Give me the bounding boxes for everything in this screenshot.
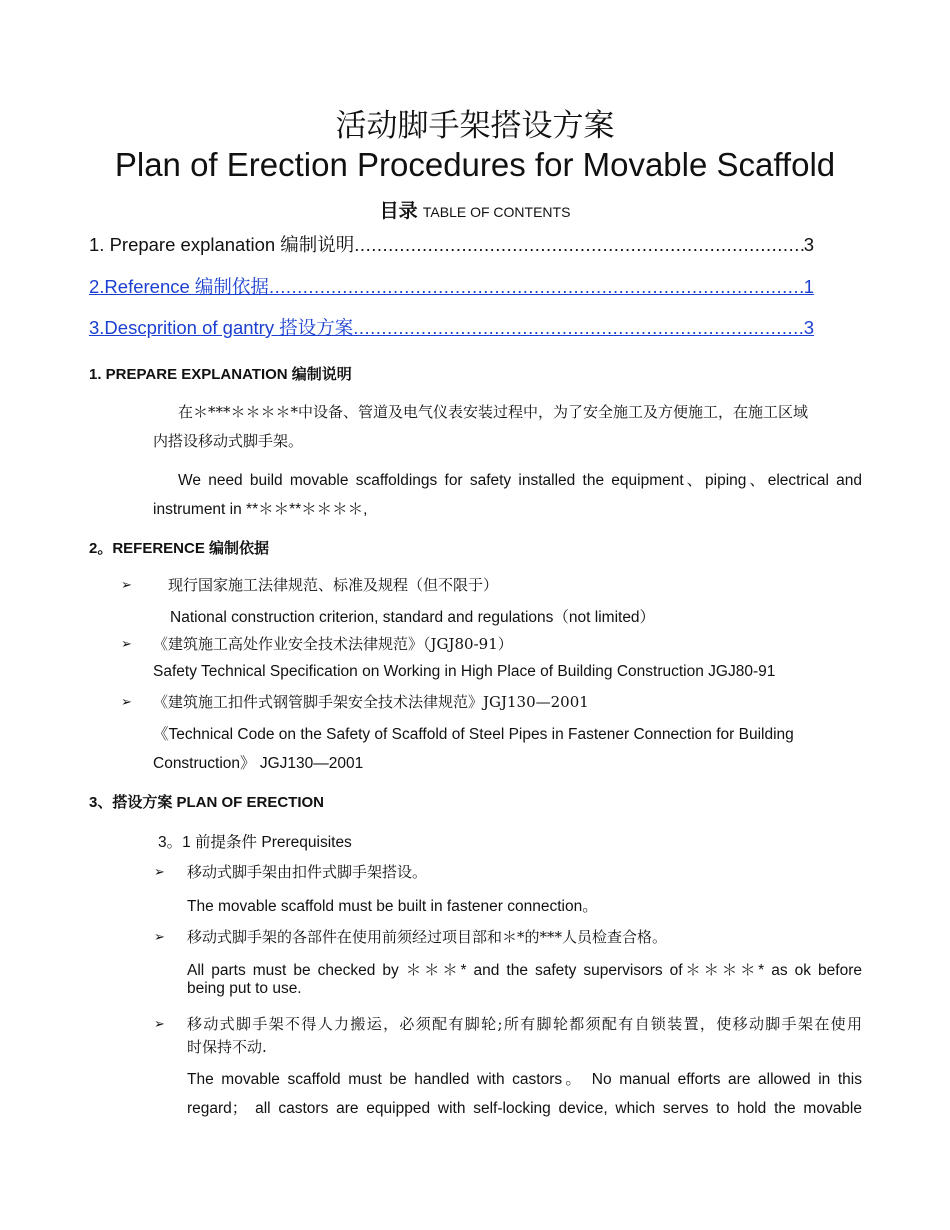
section-3-heading: 3、搭设方案 PLAN OF ERECTION [89,794,325,811]
section-1-cn-line-1: 在＊***＊＊＊＊*中设备、管道及电气仪表安装过程中，为了安全施工及方便施工，在施工区域 [178,403,809,421]
toc-entry-label: 2.Reference 编制依据 [89,276,269,297]
section-3-1-subheading: 3。1 前提条件 Prerequisites [158,834,352,851]
toc-heading-cn: 目录 [379,201,418,222]
reference-item-en: National construction criterion, standard and regulations（not limited） [170,609,656,626]
prerequisite-en-line-2: being put to use. [187,980,302,997]
arrow-bullet-icon: ➢ [154,864,165,879]
toc-heading-en: TABLE OF CONTENTS [422,204,571,220]
title-chinese: 活动脚手架搭设方案 [335,108,615,144]
prerequisite-en-line-1: All parts must be checked by ＊＊＊* and the safety supervisors of＊＊＊＊* as ok before [187,962,862,979]
toc-entry-page: 1 [803,276,814,297]
toc-entry-prepare-explanation[interactable] [89,231,814,257]
section-1-heading: 1. PREPARE EXPLANATION 编制说明 [89,366,352,383]
prerequisite-cn: 移动式脚手架由扣件式脚手架搭设。 [187,863,428,881]
title-english: Plan of Erection Procedures for Movable Scaffold [114,146,836,183]
section-1-en-line-1: We need build movable scaffoldings for safety installed the equipment、piping、electrical and [178,472,862,489]
prerequisite-en: The movable scaffold must be built in fastener connection。 [187,898,598,915]
reference-item-en: Safety Technical Specification on Working in High Place of Building Construction JGJ80-91 [153,663,776,680]
prerequisite-cn-line-2: 时保持不动. [187,1038,267,1056]
arrow-bullet-icon: ➢ [121,577,132,592]
toc-entry-erection-plan[interactable] [89,314,814,340]
section-2-heading: 2。REFERENCE 编制依据 [89,540,270,557]
toc-entry-reference[interactable] [89,273,814,299]
toc-leader-dots [353,317,803,339]
reference-item-cn: 《建筑施工扣件式钢管脚手架安全技术法律规范》JGJ130—2001 [153,693,589,711]
arrow-bullet-icon: ➢ [154,1016,165,1031]
prerequisite-cn: 移动式脚手架的各部件在使用前须经过项目部和＊*的***人员检查合格。 [187,928,668,946]
toc-entry-page: 3 [803,317,814,338]
toc-entry-label: 3.Descprition of gantry 搭设方案 [89,317,354,338]
toc-leader-dots [354,234,803,256]
reference-item-en-line-2: Construction》 JGJ130—2001 [153,755,364,772]
reference-item-cn: 现行国家施工法律规范、标准及规程（但不限于） [168,576,499,594]
prerequisite-cn-line-1: 移动式脚手架不得人力搬运，必须配有脚轮;所有脚轮都须配有自锁装置，使移动脚手架在使用 [187,1015,862,1033]
arrow-bullet-icon: ➢ [154,929,165,944]
prerequisite-en-line-2: regard； all castors are equipped with self-locking device, which serves to hold the movable [187,1100,862,1117]
section-1-cn-line-2: 内搭设移动式脚手架。 [153,432,304,450]
toc-entry-page: 3 [803,234,814,255]
section-1-en-line-2: instrument in **＊＊**＊＊＊＊, [153,501,368,518]
reference-item-cn: 《建筑施工高处作业安全技术法律规范》（JGJ80-91） [153,635,513,653]
toc-leader-dots [269,276,804,298]
arrow-bullet-icon: ➢ [121,694,132,709]
arrow-bullet-icon: ➢ [121,636,132,651]
toc-entry-label: 1. Prepare explanation 编制说明 [89,234,355,255]
toc-heading [0,196,950,223]
prerequisite-en-line-1: The movable scaffold must be handled with castors。 No manual efforts are allowed in this [187,1071,862,1088]
reference-item-en-line-1: 《Technical Code on the Safety of Scaffold of Steel Pipes in Fastener Connection for Building [153,726,794,743]
